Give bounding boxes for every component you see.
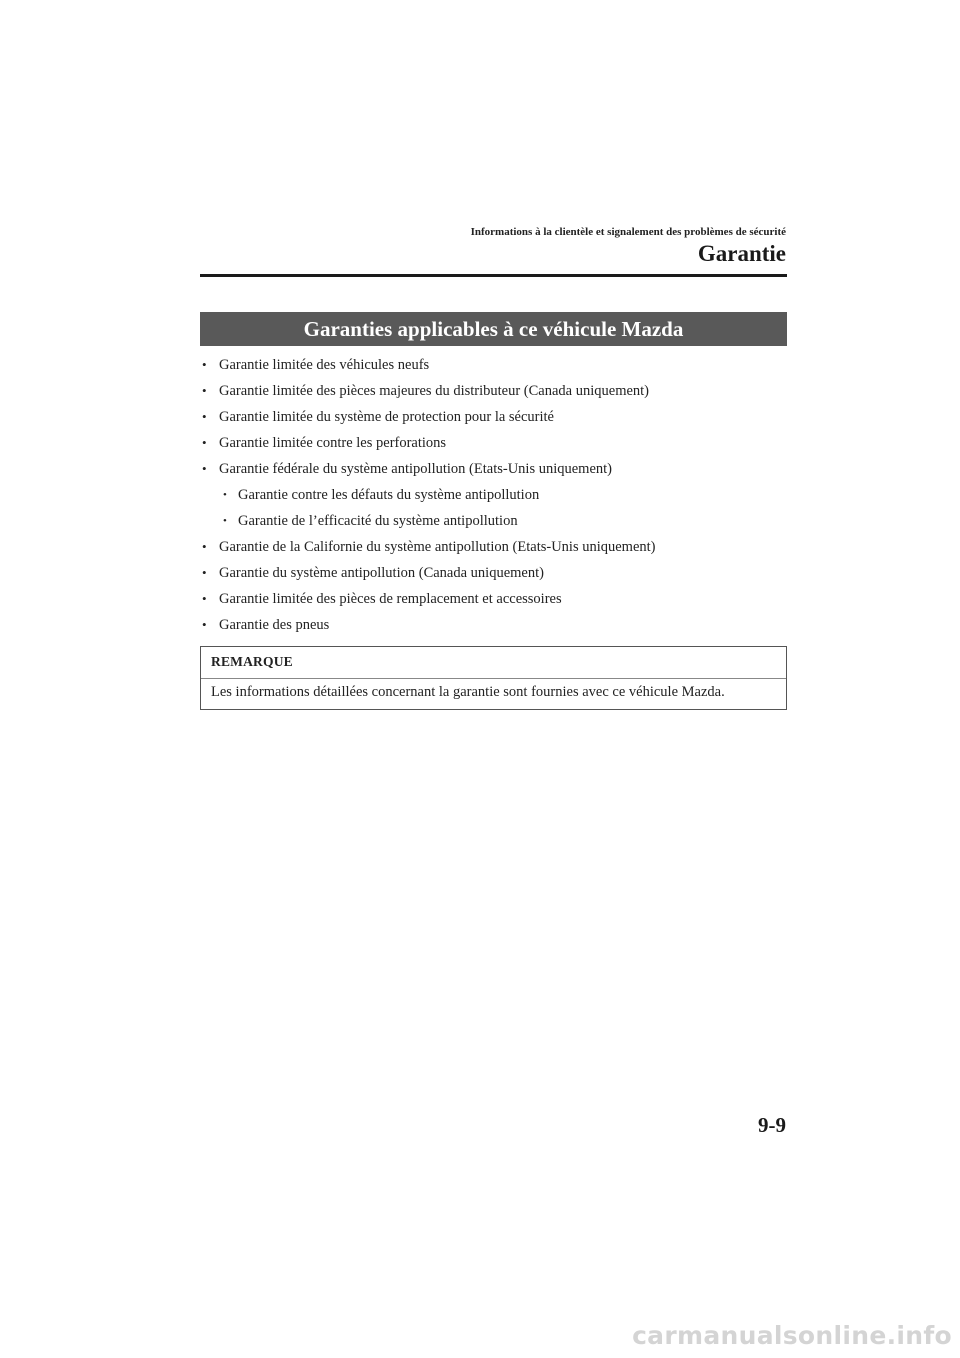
list-item-text: Garantie du système antipollution (Canada uniquement) <box>219 565 544 581</box>
list-item <box>200 612 787 638</box>
note-title: REMARQUE <box>211 654 293 669</box>
bullet-icon: • <box>202 565 207 580</box>
bullet-icon: • <box>223 515 227 527</box>
list-item-text: Garantie limitée des pièces de remplacement et accessoires <box>219 591 562 607</box>
page-number: 9-9 <box>758 1113 786 1137</box>
list-item <box>200 534 787 560</box>
header-divider <box>200 274 787 277</box>
note-text: Les informations détaillées concernant la garantie sont fournies avec ce véhicule Mazda. <box>211 684 725 700</box>
list-item-text: Garantie fédérale du système antipollution (Etats-Unis uniquement) <box>219 461 612 477</box>
bullet-icon: • <box>202 409 207 424</box>
list-item <box>200 378 787 404</box>
list-item-text: Garantie limitée contre les perforations <box>219 435 447 451</box>
list-item-text: Garantie des pneus <box>219 617 330 633</box>
list-item <box>200 404 787 430</box>
note-box <box>200 646 787 710</box>
warranty-list <box>200 352 787 638</box>
list-item-text: Garantie de la Californie du système antipollution (Etats-Unis uniquement) <box>219 539 656 555</box>
list-item <box>200 352 787 378</box>
sub-list-item <box>200 508 787 534</box>
list-item <box>200 586 787 612</box>
bullet-icon: • <box>202 539 207 554</box>
bullet-icon: • <box>202 461 207 476</box>
bullet-icon: • <box>202 617 207 632</box>
list-item <box>200 560 787 586</box>
bullet-icon: • <box>202 435 207 450</box>
watermark: carmanualsonline.info <box>632 1321 952 1350</box>
page-title: Garantie <box>697 241 786 266</box>
sub-list-item <box>200 482 787 508</box>
bullet-icon: • <box>202 383 207 398</box>
note-divider <box>201 678 786 679</box>
list-item-text: Garantie limitée du système de protection pour la sécurité <box>219 409 554 425</box>
list-item-text: Garantie limitée des pièces majeures du distributeur (Canada uniquement) <box>219 383 650 399</box>
list-item <box>200 456 787 482</box>
bullet-icon: • <box>202 357 207 372</box>
list-item-text: Garantie contre les défauts du système antipollution <box>238 487 540 503</box>
bullet-icon: • <box>223 489 227 501</box>
section-title: Garanties applicables à ce véhicule Mazda <box>200 312 787 346</box>
list-item <box>200 430 787 456</box>
bullet-icon: • <box>202 591 207 606</box>
header-subtitle: Informations à la clientèle et signalement des problèmes de sécurité <box>470 226 786 238</box>
list-item-text: Garantie de l’efficacité du système antipollution <box>238 513 518 529</box>
list-item-text: Garantie limitée des véhicules neufs <box>219 357 430 373</box>
